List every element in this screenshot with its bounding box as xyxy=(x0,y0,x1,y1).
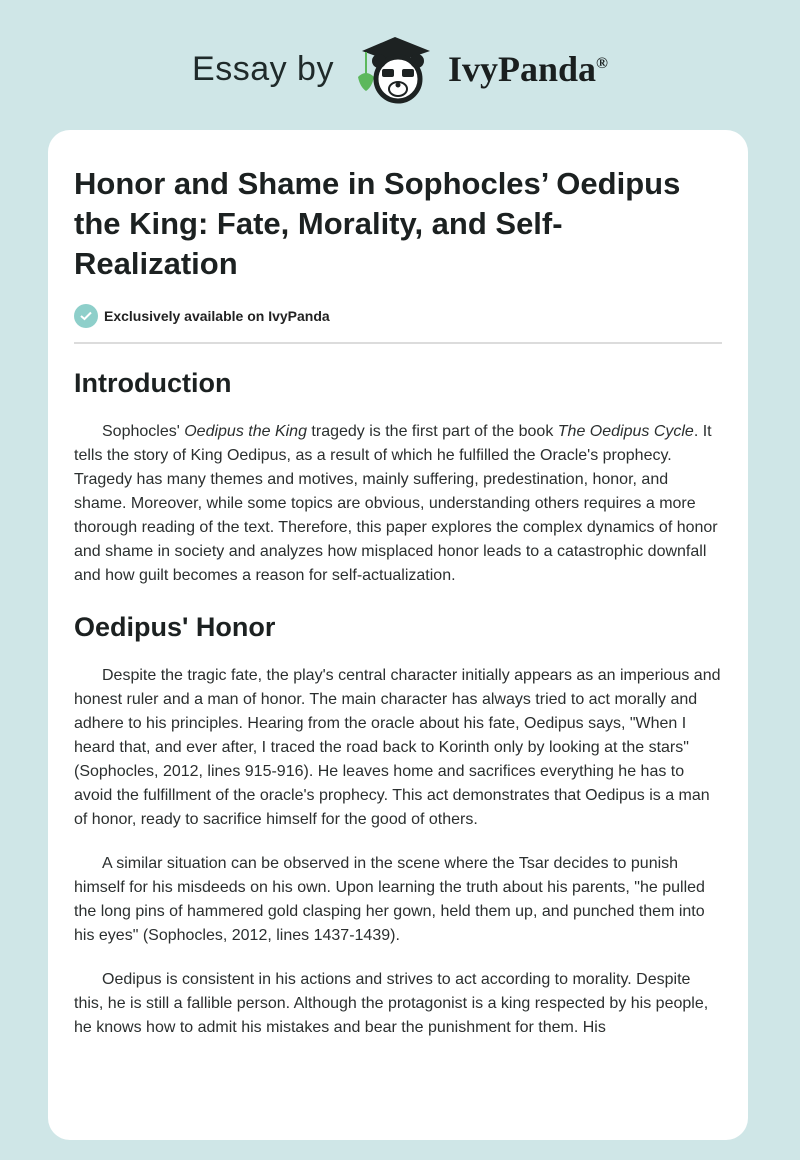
paragraph: A similar situation can be observed in the scene where the Tsar decides to punish himself for his misdeeds on his own. Upon learning the truth about his parents, "he pulled the long pins of hammered gold clasping her gown, held them up, and punched them into his eyes" (Sophocles, 2012, lines 1437-1439). xyxy=(74,855,705,944)
essay-card xyxy=(48,130,748,1140)
brand-name: IvyPanda® xyxy=(447,49,608,89)
section-heading: Oedipus' Honor xyxy=(74,612,276,642)
section-heading: Introduction xyxy=(74,368,232,398)
paragraph: Oedipus is consistent in his actions and strives to act according to morality. Despite this, he is still a fallible person. Although the protagonist is a king respected by his people, he knows how to admit his mistakes and bear the punishment for them. His xyxy=(74,971,709,1036)
divider xyxy=(74,342,722,344)
badge-label: Exclusively available on IvyPanda xyxy=(104,308,330,324)
paragraph: Sophocles' Oedipus the King tragedy is the first part of the book The Oedipus Cycle. It tells the story of King Oedipus, as a result of which he fulfilled the Oracle's prophecy. Tragedy has many themes and motives, mainly suffering, predestination, honor, and shame. Moreover, while some topics are obvious, understanding others requires a more thorough reading of the text. Therefore, this paper explores the complex dynamics of honor and shame in society and analyzes how misplaced honor leads to a catastrophic downfall and how guilt becomes a reason for self-actualization. xyxy=(74,423,718,584)
ivypanda-logo[interactable] xyxy=(352,33,608,105)
site-header xyxy=(0,34,800,104)
check-circle-icon xyxy=(74,304,98,328)
paragraph: Despite the tragic fate, the play's central character initially appears as an imperious and honest ruler and a man of honor. The main character has always tried to act morally and adhere to his principles. Hearing from the oracle about his fate, Oedipus says, "When I heard that, and ever after, I traced the road back to Korinth only by looking at the stars" (Sophocles, 2012, lines 915-916). He leaves home and sacrifices everything he has to avoid the fulfillment of the oracle's prophecy. This act demonstrates that Oedipus is a man of honor, ready to sacrifice himself for the good of others. xyxy=(74,667,721,828)
panda-graduate-icon xyxy=(352,33,438,105)
exclusive-badge xyxy=(74,304,722,328)
essay-title: Honor and Shame in Sophocles’ Oedipus the King: Fate, Morality, and Self-Realization xyxy=(74,166,681,281)
essay-by-label: Essay by xyxy=(192,49,334,88)
